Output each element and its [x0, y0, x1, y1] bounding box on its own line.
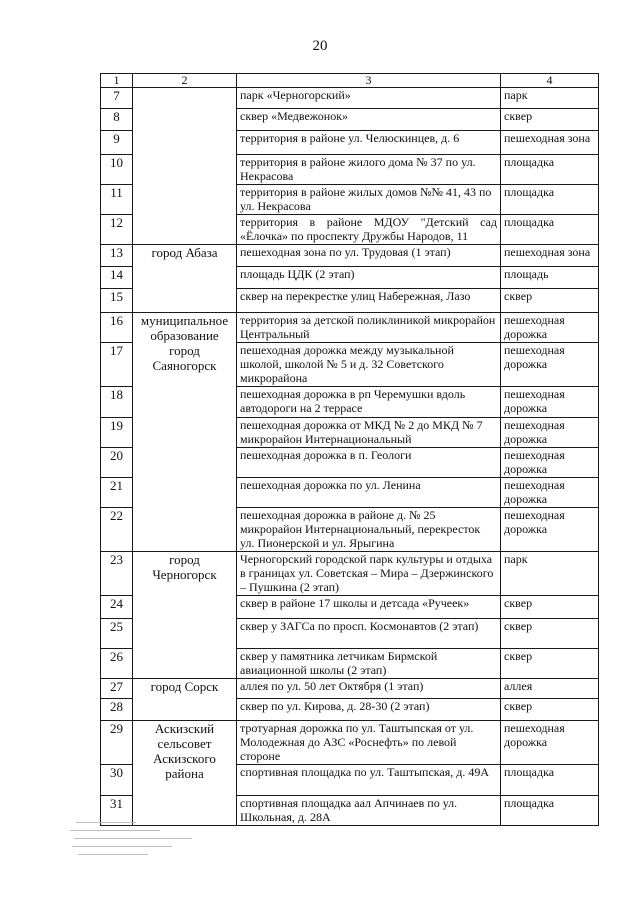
column-header: 3 [237, 74, 501, 88]
territory-type: парк [501, 88, 599, 109]
table-row [101, 245, 599, 267]
territory-type: аллея [501, 679, 599, 699]
row-number: 31 [101, 796, 133, 826]
table-header-row [101, 74, 599, 88]
territory-type: площадка [501, 765, 599, 796]
row-number: 17 [101, 343, 133, 387]
territory-name: территория за детской поликлиникой микрорайон Центральный [237, 313, 501, 343]
municipality-cell: город Сорск [133, 679, 237, 721]
territory-name: парк «Черногорский» [237, 88, 501, 109]
row-number: 27 [101, 679, 133, 699]
territory-name: территория в районе ул. Челюскинцев, д. 6 [237, 131, 501, 155]
page-number: 20 [312, 38, 328, 54]
territory-type: сквер [501, 596, 599, 619]
territory-type: пешеходная зона [501, 131, 599, 155]
territory-name: пешеходная зона по ул. Трудовая (1 этап) [237, 245, 501, 267]
territory-name: территория в районе МДОУ "Детский сад «Ёлочка» по проспекту Дружбы Народов, 11 [237, 215, 501, 245]
row-number: 29 [101, 721, 133, 765]
row-number: 11 [101, 185, 133, 215]
territory-name: пешеходная дорожка в п. Геологи [237, 448, 501, 478]
territory-name: пешеходная дорожка в рп Черемушки вдоль автодороги на 2 террасе [237, 387, 501, 418]
territory-name: сквер в районе 17 школы и детсада «Ручеек» [237, 596, 501, 619]
territories-table [100, 73, 599, 826]
territory-type: парк [501, 552, 599, 596]
row-number: 13 [101, 245, 133, 267]
territory-type: пешеходная дорожка [501, 387, 599, 418]
territory-type: площадка [501, 796, 599, 826]
row-number: 25 [101, 619, 133, 649]
row-number: 24 [101, 596, 133, 619]
row-number: 8 [101, 109, 133, 131]
municipality-cell: город Черногорск [133, 552, 237, 679]
municipality-cell: муниципальное образование город Саяногорск [133, 313, 237, 552]
territory-type: пешеходная дорожка [501, 508, 599, 552]
territory-type: площадка [501, 215, 599, 245]
table-row [101, 679, 599, 699]
territory-name: пешеходная дорожка по ул. Ленина [237, 478, 501, 508]
territory-name: Черногорский городской парк культуры и отдыха в границах ул. Советская – Мира – Дзержинского – Пушкина (2 этап) [237, 552, 501, 596]
territory-type: сквер [501, 619, 599, 649]
territory-type: площадь [501, 267, 599, 289]
table-row [101, 88, 599, 109]
territory-name: сквер на перекрестке улиц Набережная, Лазо [237, 289, 501, 313]
row-number: 14 [101, 267, 133, 289]
territory-type: площадка [501, 185, 599, 215]
territory-type: пешеходная дорожка [501, 343, 599, 387]
row-number: 9 [101, 131, 133, 155]
territory-type: сквер [501, 289, 599, 313]
territory-type: пешеходная дорожка [501, 418, 599, 448]
territory-name: аллея по ул. 50 лет Октября (1 этап) [237, 679, 501, 699]
municipality-cell: город Абаза [133, 245, 237, 313]
row-number: 12 [101, 215, 133, 245]
row-number: 21 [101, 478, 133, 508]
territory-name: пешеходная дорожка в районе д. № 25 микрорайон Интернациональный, перекресток ул. Пионерской и ул. Ярыгина [237, 508, 501, 552]
territory-type: сквер [501, 699, 599, 721]
territory-name: сквер по ул. Кирова, д. 28-30 (2 этап) [237, 699, 501, 721]
row-number: 7 [101, 88, 133, 109]
territory-name: территория в районе жилых домов №№ 41, 43 по ул. Некрасова [237, 185, 501, 215]
territory-type: пешеходная зона [501, 245, 599, 267]
territory-name: сквер «Медвежонок» [237, 109, 501, 131]
row-number: 26 [101, 649, 133, 679]
row-number: 19 [101, 418, 133, 448]
territory-type: пешеходная дорожка [501, 478, 599, 508]
row-number: 22 [101, 508, 133, 552]
territory-name: спортивная площадка аал Апчинаев по ул. Школьная, д. 28А [237, 796, 501, 826]
row-number: 16 [101, 313, 133, 343]
row-number: 23 [101, 552, 133, 596]
territory-name: пешеходная дорожка от МКД № 2 до МКД № 7 микрорайон Интернациональный [237, 418, 501, 448]
territory-type: сквер [501, 109, 599, 131]
column-header: 1 [101, 74, 133, 88]
column-header: 4 [501, 74, 599, 88]
row-number: 18 [101, 387, 133, 418]
row-number: 15 [101, 289, 133, 313]
row-number: 28 [101, 699, 133, 721]
territory-name: тротуарная дорожка по ул. Таштыпская от ул. Молодежная до АЗС «Роснефть» по левой стороне [237, 721, 501, 765]
territory-type: сквер [501, 649, 599, 679]
territory-type: пешеходная дорожка [501, 721, 599, 765]
column-header: 2 [133, 74, 237, 88]
table-row [101, 552, 599, 596]
table-row [101, 721, 599, 765]
territory-name: сквер у ЗАГСа по просп. Космонавтов (2 этап) [237, 619, 501, 649]
municipality-cell [133, 88, 237, 245]
table-row [101, 313, 599, 343]
row-number: 30 [101, 765, 133, 796]
municipality-cell: Аскизский сельсовет Аскизского района [133, 721, 237, 826]
territory-name: пешеходная дорожка между музыкальной школой, школой № 5 и д. 32 Советского микрорайона [237, 343, 501, 387]
row-number: 20 [101, 448, 133, 478]
territory-type: пешеходная дорожка [501, 448, 599, 478]
territory-name: сквер у памятника летчикам Бирмской авиационной школы (2 этап) [237, 649, 501, 679]
territory-name: площадь ЦДК (2 этап) [237, 267, 501, 289]
faded-stamp [68, 818, 193, 862]
territory-name: территория в районе жилого дома № 37 по ул. Некрасова [237, 155, 501, 185]
territory-name: спортивная площадка по ул. Таштыпская, д. 49А [237, 765, 501, 796]
territory-type: пешеходная дорожка [501, 313, 599, 343]
territory-type: площадка [501, 155, 599, 185]
row-number: 10 [101, 155, 133, 185]
